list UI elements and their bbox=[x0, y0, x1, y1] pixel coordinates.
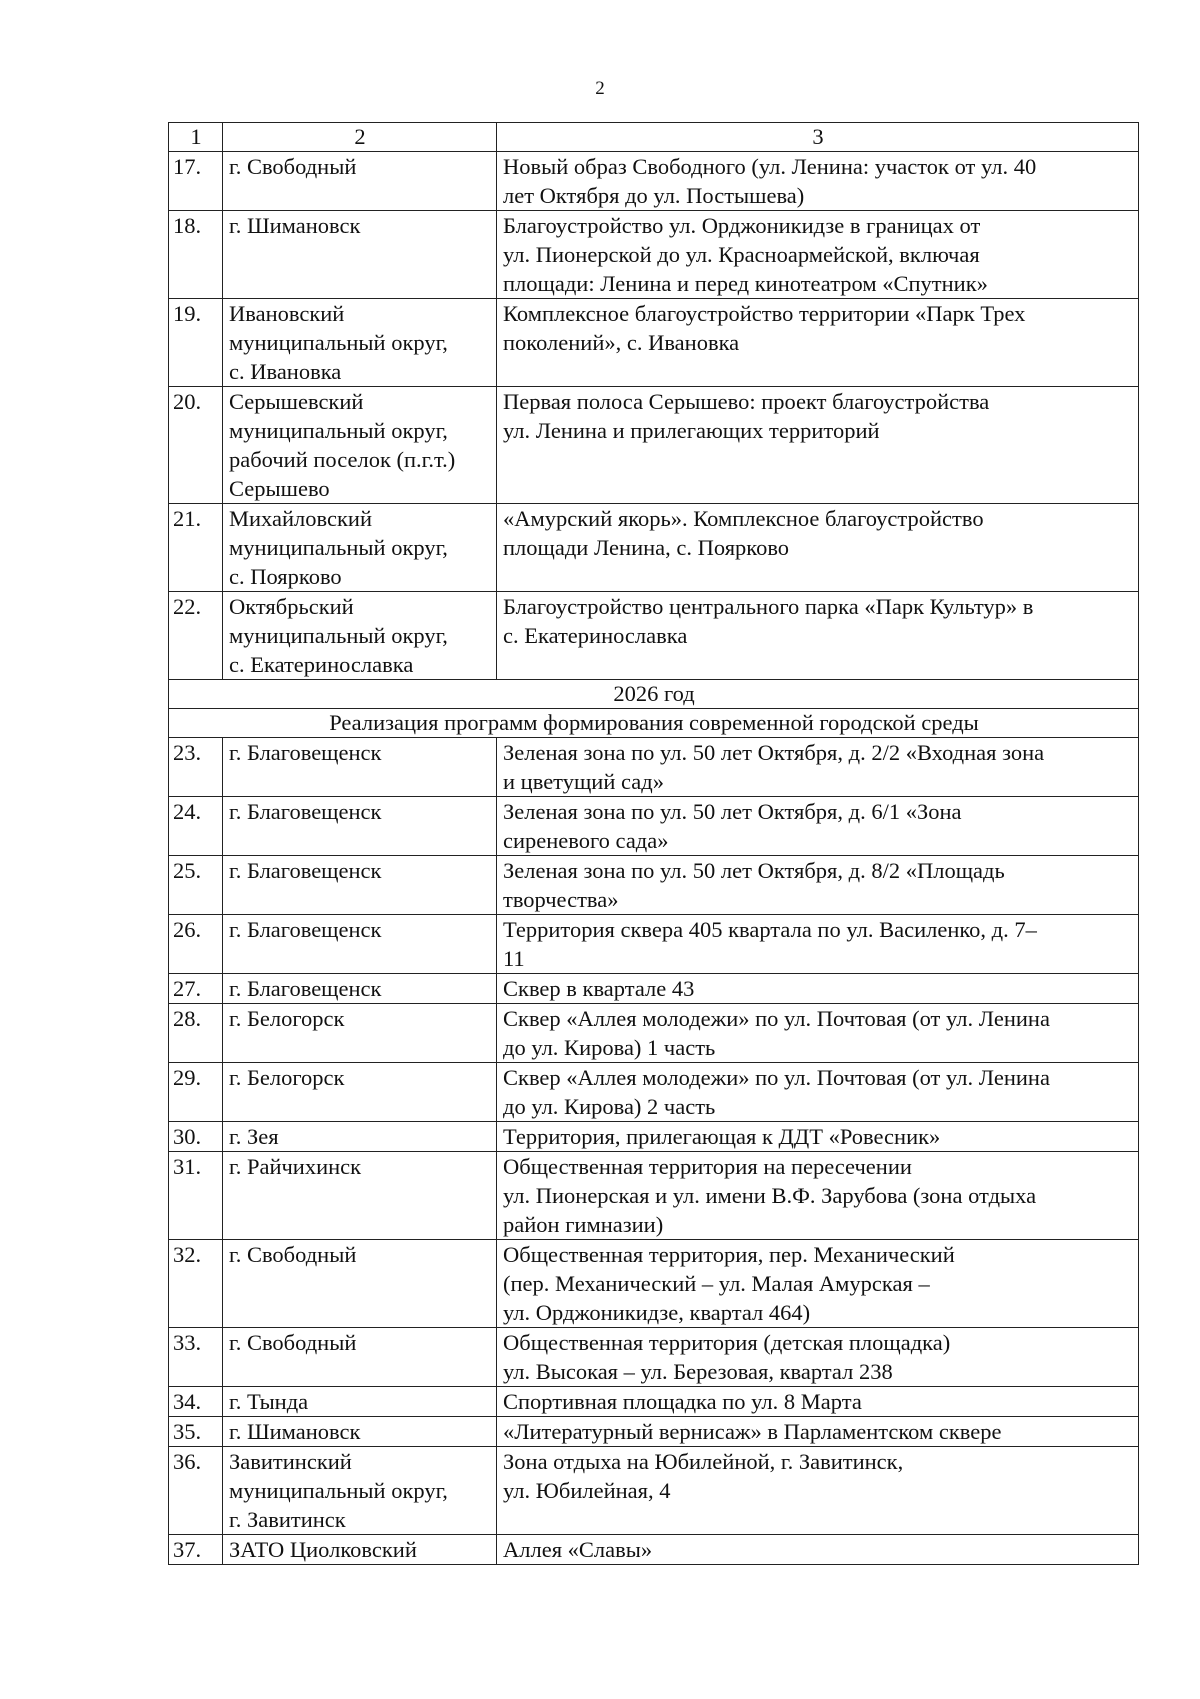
municipality-cell: Серышевский муниципальный округ, рабочий поселок (п.г.т.) Серышево bbox=[223, 387, 497, 504]
row-number-cell: 18. bbox=[169, 211, 223, 299]
row-number-cell: 35. bbox=[169, 1417, 223, 1447]
row-number-cell: 24. bbox=[169, 797, 223, 856]
project-cell: Спортивная площадка по ул. 8 Марта bbox=[497, 1387, 1139, 1417]
row-number-cell: 28. bbox=[169, 1004, 223, 1063]
municipality-cell: г. Свободный bbox=[223, 1240, 497, 1328]
table-row bbox=[169, 211, 1139, 299]
table-row bbox=[169, 1122, 1139, 1152]
row-number-cell: 32. bbox=[169, 1240, 223, 1328]
row-number-cell: 36. bbox=[169, 1447, 223, 1535]
section-heading-row bbox=[169, 709, 1139, 738]
project-cell: Общественная территория, пер. Механический (пер. Механический – ул. Малая Амурская – ул. Орджоникидзе, квартал 464) bbox=[497, 1240, 1139, 1328]
table-row bbox=[169, 299, 1139, 387]
table-row bbox=[169, 387, 1139, 504]
municipality-cell: Ивановский муниципальный округ, с. Ивановка bbox=[223, 299, 497, 387]
header-cell-project: 3 bbox=[497, 123, 1139, 152]
municipality-cell: г. Свободный bbox=[223, 1328, 497, 1387]
municipality-cell: г. Благовещенск bbox=[223, 797, 497, 856]
page-number: 2 bbox=[595, 78, 605, 99]
municipality-cell: г. Благовещенск bbox=[223, 974, 497, 1004]
municipality-cell: г. Белогорск bbox=[223, 1004, 497, 1063]
row-number-cell: 23. bbox=[169, 738, 223, 797]
municipality-cell: г. Благовещенск bbox=[223, 856, 497, 915]
table-row bbox=[169, 504, 1139, 592]
row-number-cell: 37. bbox=[169, 1535, 223, 1565]
project-cell: Зеленая зона по ул. 50 лет Октября, д. 2/2 «Входная зона и цветущий сад» bbox=[497, 738, 1139, 797]
header-cell-number: 1 bbox=[169, 123, 223, 152]
table-header-row bbox=[169, 123, 1139, 152]
municipality-cell: г. Благовещенск bbox=[223, 915, 497, 974]
table-row bbox=[169, 1004, 1139, 1063]
project-cell: Сквер «Аллея молодежи» по ул. Почтовая (от ул. Ленина до ул. Кирова) 1 часть bbox=[497, 1004, 1139, 1063]
table-row bbox=[169, 152, 1139, 211]
row-number-cell: 34. bbox=[169, 1387, 223, 1417]
project-cell: Сквер в квартале 43 bbox=[497, 974, 1139, 1004]
project-cell: «Литературный вернисаж» в Парламентском сквере bbox=[497, 1417, 1139, 1447]
section-heading-row bbox=[169, 680, 1139, 709]
row-number-cell: 26. bbox=[169, 915, 223, 974]
project-cell: Благоустройство ул. Орджоникидзе в границах от ул. Пионерской до ул. Красноармейской, включая площади: Ленина и перед кинотеатром «Спутник» bbox=[497, 211, 1139, 299]
table-row bbox=[169, 915, 1139, 974]
table-row bbox=[169, 592, 1139, 680]
municipality-cell: г. Райчихинск bbox=[223, 1152, 497, 1240]
table-row bbox=[169, 738, 1139, 797]
project-cell: Зеленая зона по ул. 50 лет Октября, д. 8/2 «Площадь творчества» bbox=[497, 856, 1139, 915]
project-cell: Комплексное благоустройство территории «Парк Трех поколений», с. Ивановка bbox=[497, 299, 1139, 387]
municipality-cell: г. Зея bbox=[223, 1122, 497, 1152]
row-number-cell: 25. bbox=[169, 856, 223, 915]
table-row bbox=[169, 1240, 1139, 1328]
table-row bbox=[169, 856, 1139, 915]
project-cell: Территория сквера 405 квартала по ул. Василенко, д. 7– 11 bbox=[497, 915, 1139, 974]
row-number-cell: 17. bbox=[169, 152, 223, 211]
municipality-cell: г. Белогорск bbox=[223, 1063, 497, 1122]
table-row bbox=[169, 1387, 1139, 1417]
project-cell: Сквер «Аллея молодежи» по ул. Почтовая (от ул. Ленина до ул. Кирова) 2 часть bbox=[497, 1063, 1139, 1122]
project-cell: Новый образ Свободного (ул. Ленина: участок от ул. 40 лет Октября до ул. Постышева) bbox=[497, 152, 1139, 211]
table-row bbox=[169, 1535, 1139, 1565]
table-row bbox=[169, 1063, 1139, 1122]
section-heading: 2026 год bbox=[169, 680, 1139, 709]
row-number-cell: 29. bbox=[169, 1063, 223, 1122]
row-number-cell: 21. bbox=[169, 504, 223, 592]
row-number-cell: 19. bbox=[169, 299, 223, 387]
project-cell: Общественная территория на пересечении ул. Пионерская и ул. имени В.Ф. Зарубова (зона отдыха район гимназии) bbox=[497, 1152, 1139, 1240]
table-row bbox=[169, 1417, 1139, 1447]
municipality-cell: Завитинский муниципальный округ, г. Завитинск bbox=[223, 1447, 497, 1535]
table-body bbox=[169, 123, 1139, 1565]
municipality-cell: ЗАТО Циолковский bbox=[223, 1535, 497, 1565]
project-cell: Первая полоса Серышево: проект благоустройства ул. Ленина и прилегающих территорий bbox=[497, 387, 1139, 504]
project-cell: Общественная территория (детская площадка) ул. Высокая – ул. Березовая, квартал 238 bbox=[497, 1328, 1139, 1387]
municipality-cell: г. Тында bbox=[223, 1387, 497, 1417]
municipality-cell: Михайловский муниципальный округ, с. Поярково bbox=[223, 504, 497, 592]
row-number-cell: 20. bbox=[169, 387, 223, 504]
header-cell-place: 2 bbox=[223, 123, 497, 152]
project-cell: Зона отдыха на Юбилейной, г. Завитинск, ул. Юбилейная, 4 bbox=[497, 1447, 1139, 1535]
project-cell: Аллея «Славы» bbox=[497, 1535, 1139, 1565]
project-cell: Территория, прилегающая к ДДТ «Ровесник» bbox=[497, 1122, 1139, 1152]
table-row bbox=[169, 797, 1139, 856]
row-number-cell: 27. bbox=[169, 974, 223, 1004]
municipality-cell: г. Благовещенск bbox=[223, 738, 497, 797]
project-cell: Зеленая зона по ул. 50 лет Октября, д. 6/1 «Зона сиреневого сада» bbox=[497, 797, 1139, 856]
municipality-cell: г. Свободный bbox=[223, 152, 497, 211]
municipality-cell: г. Шимановск bbox=[223, 1417, 497, 1447]
municipality-cell: г. Шимановск bbox=[223, 211, 497, 299]
row-number-cell: 33. bbox=[169, 1328, 223, 1387]
project-cell: «Амурский якорь». Комплексное благоустройство площади Ленина, с. Поярково bbox=[497, 504, 1139, 592]
table-row bbox=[169, 1447, 1139, 1535]
table-row bbox=[169, 974, 1139, 1004]
table-row bbox=[169, 1328, 1139, 1387]
row-number-cell: 31. bbox=[169, 1152, 223, 1240]
municipality-cell: Октябрьский муниципальный округ, с. Екатеринославка bbox=[223, 592, 497, 680]
row-number-cell: 22. bbox=[169, 592, 223, 680]
section-heading: Реализация программ формирования современной городской среды bbox=[169, 709, 1139, 738]
table-row bbox=[169, 1152, 1139, 1240]
row-number-cell: 30. bbox=[169, 1122, 223, 1152]
project-cell: Благоустройство центрального парка «Парк Культур» в с. Екатеринославка bbox=[497, 592, 1139, 680]
projects-table bbox=[168, 122, 1139, 1565]
